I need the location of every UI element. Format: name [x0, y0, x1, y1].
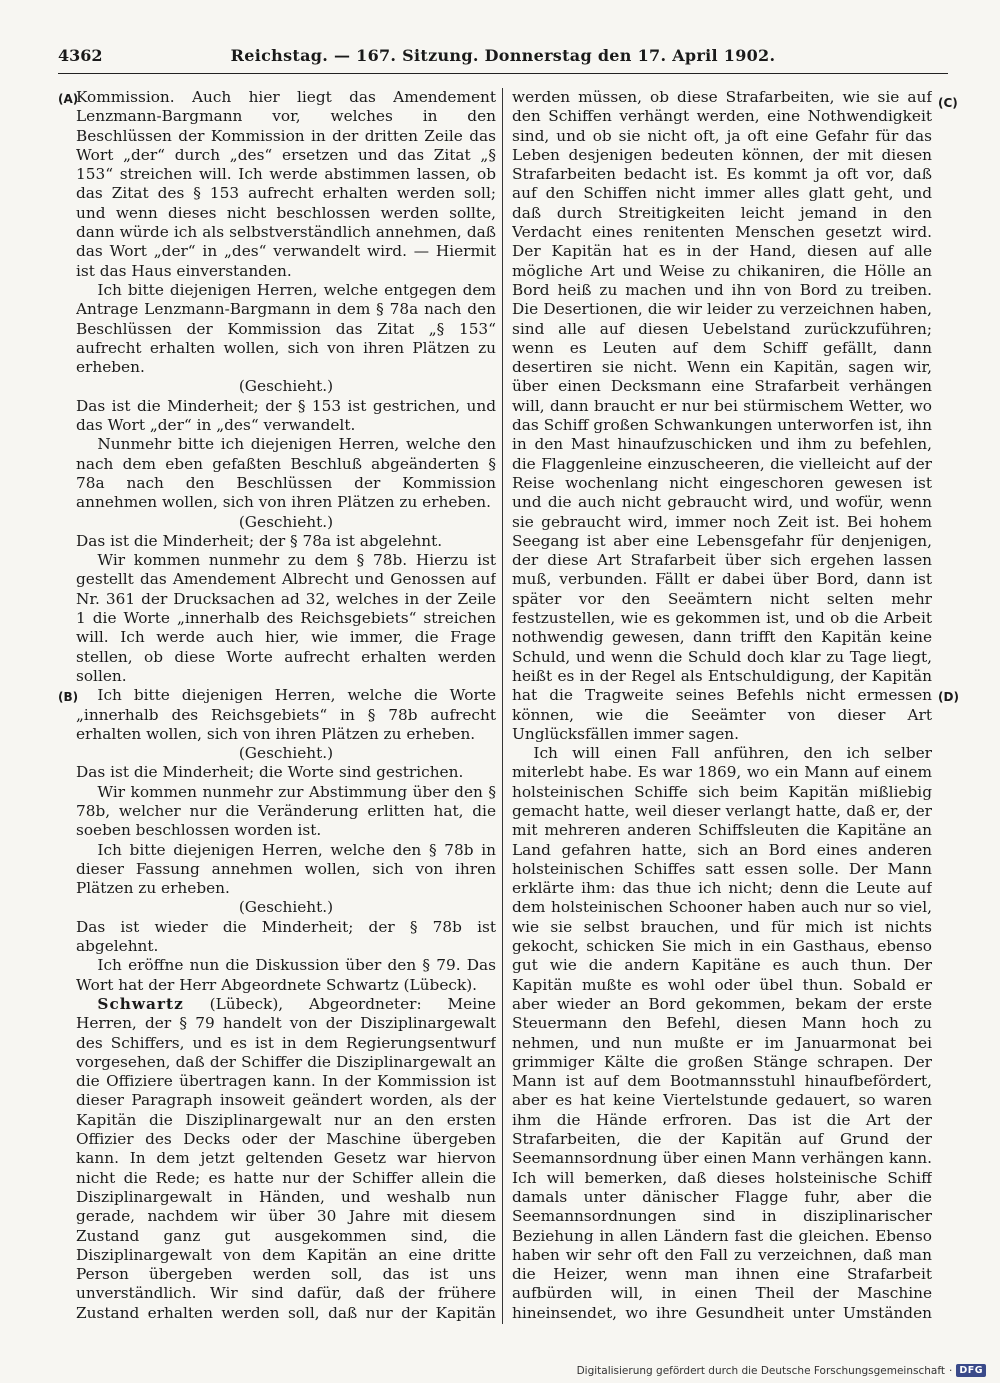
paragraph: [76, 763, 496, 782]
paragraph-text: (Geschieht.): [238, 377, 334, 396]
footer-text: Digitalisierung gefördert durch die Deutsche Forschungsgemeinschaft: [576, 1364, 945, 1377]
paragraph: [76, 532, 496, 551]
paragraph: [76, 88, 496, 281]
paragraph: [76, 281, 496, 377]
paragraph: [76, 898, 496, 917]
left-column: [76, 88, 496, 1323]
paragraph: [76, 918, 496, 957]
paragraph-text: (Geschieht.): [238, 512, 334, 531]
paragraph-text: Kommission. Auch hier liegt das Amendement Lenzmann-Bargmann vor, welches in den Beschlüssen der Kommission in der dritten Zeile das Wort „der“ durch „des“ ersetzen und das Zitat „§ 153“ streichen will. Ich werde abstimmen lassen, ob das Zitat des § 153 aufrecht erhalten werden soll; und wenn dieses nicht beschlossen werden sollte, dann würde ich als selbstverständlich annehmen, daß das Wort „der“ in „des“ verwandelt wird. — Hiermit ist das Haus einverstanden.: [76, 88, 496, 280]
paragraph: [512, 88, 932, 744]
paragraph: [76, 995, 496, 1323]
paragraph: [76, 397, 496, 436]
paragraph-text: werden müssen, ob diese Strafarbeiten, wie sie auf den Schiffen verhängt werden, eine Nothwendigkeit sind, und ob sie nicht oft, ja oft eine Gefahr für das Leben desjenigen bedeuten können, der mit diesen Strafarbeiten bedacht ist. Es kommt ja oft vor, daß auf den Schiffen nicht immer alles glatt geht, und daß durch Streitigkeiten leicht jemand in den Verdacht eines renitenten Menschen gesetzt wird. Der Kapitän hat es in der Hand, diesen auf alle mögliche Art und Weise zu chikaniren, die Hölle an Bord heiß zu machen und ihn von Bord zu treiben. Die Desertionen, die wir leider zu verzeichnen haben, sind alle auf diesen Uebelstand zurückzuführen; wenn es Leuten auf dem Schiff gefällt, dann desertiren sie nicht. Wenn ein Kapitän, sagen wir, über einen Decksmann eine Strafarbeit verhängen will, dann braucht er nur bei stürmischem Wetter, wo das Schiff großen Schwankungen unterworfen ist, ihn in den Mast hinaufzuschicken und ihm zu befehlen, die Flaggenleine einzuscheeren, die vielleicht auf der Reise wochenlang nicht eingeschoren gewesen ist und die auch nicht gebraucht wird, und wofür, wenn sie gebraucht wird, immer noch Zeit ist. Bei hohem Seegang ist aber eine Lebensgefahr für denjenigen, der diese Art Strafarbeit über sich ergehen lassen muß, verbunden. Fällt er dabei über Bord, dann ist später vor den Seeämtern nicht selten mehr festzustellen, wie es gekommen ist, und ob die Arbeit nothwendig gewesen, dann trifft den Kapitän keine Schuld, und wenn die Schuld doch klar zu Tage liegt, heißt es in der Regel als Entschuldigung, der Kapitän hat die Tragweite seines Befehls nicht ermessen können, wie die Seeämter von dieser Art Unglücksfällen immer sagen.: [512, 88, 932, 743]
paragraph: [76, 551, 496, 686]
paragraph: [76, 513, 496, 532]
paragraph: [76, 841, 496, 899]
paragraph-text: Ich will einen Fall anführen, den ich selber miterlebt habe. Es war 1869, wo ein Mann auf einem holsteinischen Schiffe sich beim Kapitän mißliebig gemacht hatte, weil dieser verlangt hatte, daß er, der mit mehreren anderen Schiffsleuten die Kapitäne an Land gefahren hatte, sich an Bord eines anderen holsteinischen Schiffes satt essen solle. Der Mann erklärte ihm: das thue ich nicht; denn die Leute auf dem holsteinischen Schooner haben auch nur so viel, wie sie selbst brauchen, und für mich ist nichts gekocht, schicken Sie mich in ein Gasthaus, ebenso gut wie die andern Kapitäne es auch thun. Der Kapitän mußte es wohl oder übel thun. Sobald er aber wieder an Bord gekommen, bekam der erste Steuermann den Befehl, diesen Mann hoch zu nehmen, und nun mußte er im Januarmonat bei grimmiger Kälte die großen Stänge schrapen. Der Mann ist auf dem Bootmannsstuhl hinaufbefördert, aber es hat keine Viertelstunde gedauert, so waren ihm die Hände erfroren. Das ist die Art der Strafarbeiten, die der Kapitän auf Grund der Seemannsordnung über einen Mann verhängen kann. Ich will bemerken, daß dieses holsteinische Schiff damals unter dänischer Flagge fuhr, aber die Seemannsordnungen sind in disziplinarischer Beziehung in allen Ländern fast die gleichen. Ebenso haben wir sehr oft den Fall zu verzeichnen, daß man die Heizer, wenn man ihnen eine Strafarbeit aufbürden will, in einen Theil der Maschine hineinsendet, wo ihre Gesundheit unter Umständen: [512, 744, 932, 1322]
paragraph-text: (Lübeck), Abgeordneter: Meine Herren, der § 79 handelt von der Disziplinargewalt des Schiffers, und es ist in dem Regierungsentwurf vorgesehen, daß der Schiffer die Disziplinargewalt an die Offiziere übertragen kann. In der Kommission ist dieser Paragraph insoweit geändert worden, als der Kapitän die Disziplinargewalt nur an den ersten Offizier des Decks oder der Maschine übergeben kann. In dem jetzt geltenden Gesetz war hiervon nicht die Rede; es hatte nur der Schiffer allein die Disziplinargewalt in Händen, und weshalb nun gerade, nachdem wir über 30 Jahre mit diesem Zustand ganz gut ausgekommen sind, die Disziplinargewalt von dem Kapitän an eine dritte Person übergeben werden soll, das ist uns unverständlich. Wir sind dafür, daß der frühere Zustand erhalten werden soll, daß nur der Kapitän: [76, 994, 496, 1322]
paragraph-text: Wir kommen nunmehr zu dem § 78b. Hierzu ist gestellt das Amendement Albrecht und Genossen auf Nr. 361 der Drucksachen ad 32, welches in der Zeile 1 die Worte „innerhalb des Reichsgebiets“ streichen will. Ich werde auch hier, wie immer, die Frage stellen, ob diese Worte aufrecht erhalten werden sollen.: [76, 551, 496, 685]
paragraph: [76, 435, 496, 512]
page-header: [58, 40, 948, 70]
paragraph-text: Das ist die Minderheit; der § 153 ist gestrichen, und das Wort „der“ in „des“ verwandelt.: [76, 396, 496, 435]
margin-marker-b: (B): [58, 690, 79, 704]
margin-marker-a: (A): [58, 92, 79, 106]
paragraph: [76, 686, 496, 744]
paragraph-text: Ich bitte diejenigen Herren, welche entgegen dem Antrage Lenzmann-Bargmann in dem § 78a nach den Beschlüssen der Kommission das Zitat „§ 153“ aufrecht erhalten wollen, sich von ihren Plätzen zu erheben.: [76, 280, 496, 377]
right-column: [512, 88, 932, 1323]
running-title: Reichstag. — 167. Sitzung. Donnerstag den 17. April 1902.: [230, 45, 776, 65]
paragraph-text: Nunmehr bitte ich diejenigen Herren, welche den nach dem eben gefaßten Beschluß abgeänderten § 78a nach den Beschlüssen der Kommission annehmen wollen, sich von ihren Plätzen zu erheben.: [76, 435, 496, 512]
paragraph: [76, 744, 496, 763]
speaker-name: Schwartz: [97, 994, 184, 1013]
paragraph-text: Das ist die Minderheit; der § 78a ist abgelehnt.: [76, 531, 443, 550]
paragraph-text: Wir kommen nunmehr zur Abstimmung über den § 78b, welcher nur die Veränderung erlitten hat, die soeben beschlossen worden ist.: [76, 782, 496, 840]
paragraph-text: (Geschieht.): [238, 744, 334, 763]
margin-marker-c: (C): [938, 96, 958, 110]
paragraph-text: Das ist die Minderheit; die Worte sind gestrichen.: [76, 763, 464, 782]
page-number: 4362: [58, 45, 103, 65]
paragraph: [76, 956, 496, 995]
paragraph: [512, 744, 932, 1323]
dfg-logo: DFG: [956, 1364, 986, 1377]
paragraph-text: Ich bitte diejenigen Herren, welche die Worte „innerhalb des Reichsgebiets“ in § 78b aufrecht erhalten wollen, sich von ihren Plätzen zu erheben.: [76, 686, 496, 743]
paragraph-text: Ich bitte diejenigen Herren, welche den § 78b in dieser Fassung annehmen wollen, sich von ihren Plätzen zu erheben.: [76, 840, 496, 898]
margin-marker-d: (D): [938, 690, 959, 704]
paragraph-text: (Geschieht.): [238, 898, 334, 917]
footer-credit: Digitalisierung gefördert durch die Deutsche Forschungsgemeinschaft · DFG: [577, 1364, 986, 1377]
paragraph-text: Das ist wieder die Minderheit; der § 78b ist abgelehnt.: [76, 917, 496, 956]
paragraph: [76, 377, 496, 396]
paragraph: [76, 783, 496, 841]
paragraph-text: Ich eröffne nun die Diskussion über den § 79. Das Wort hat der Herr Abgeordnete Schwartz (Lübeck).: [76, 956, 496, 994]
column-divider: [502, 88, 503, 1324]
header-rule: [58, 73, 948, 74]
